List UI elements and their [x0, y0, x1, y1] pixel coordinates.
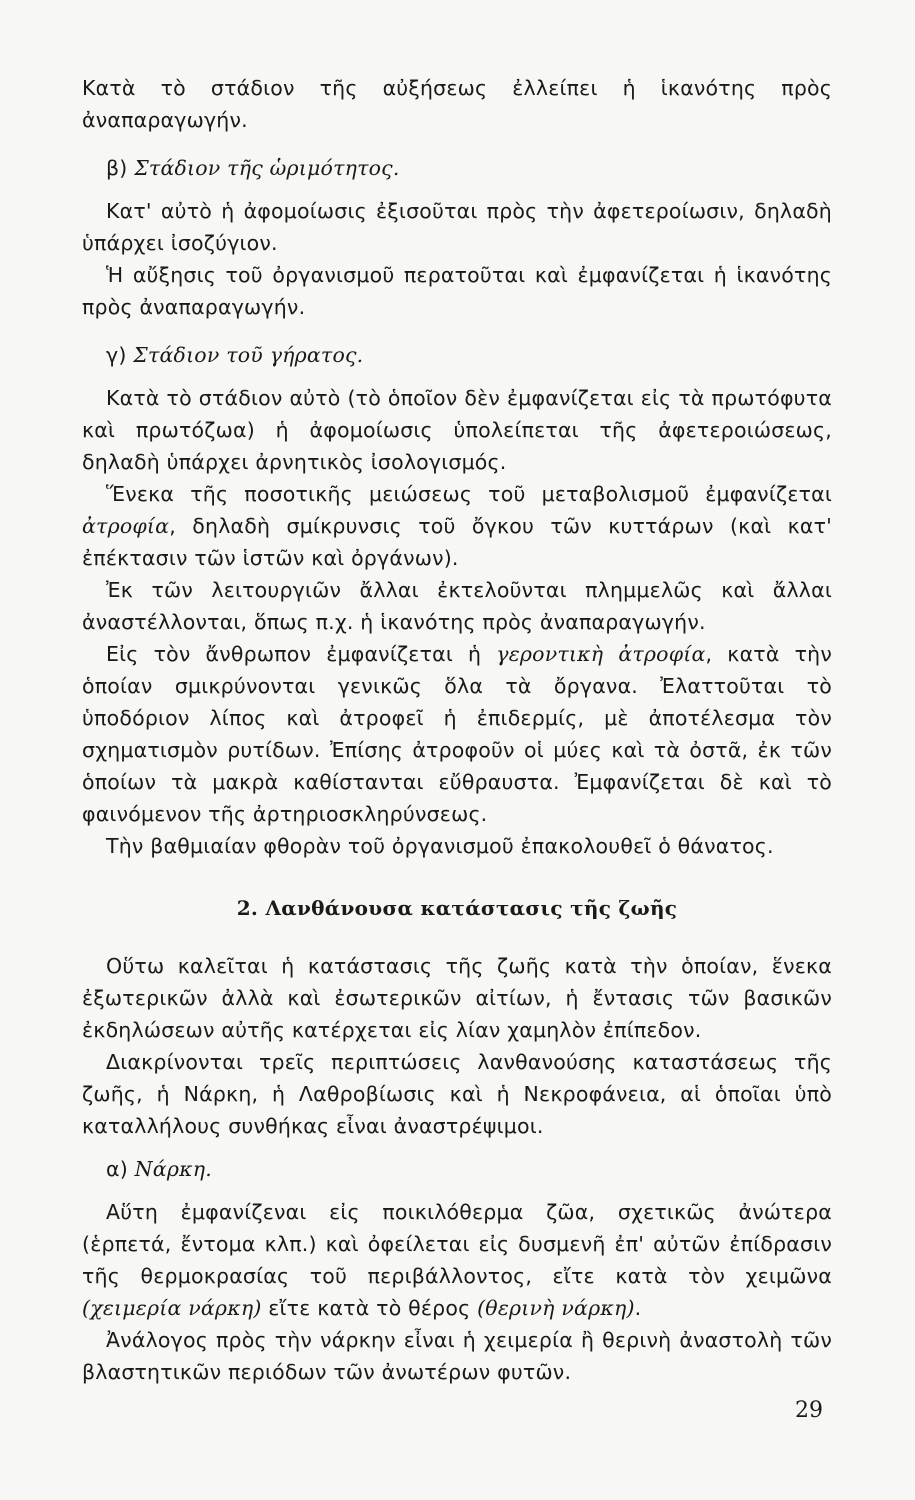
paragraph: Τὴν βαθμιαίαν φθορὰν τοῦ ὀργανισμοῦ ἐπακολουθεῖ ὁ θάνατος.	[106, 834, 774, 858]
text-run: Εἰς τὸν ἄνθρωπον ἐμφανίζεται ἡ	[106, 642, 497, 666]
subsection-title: Νάρκη.	[134, 1157, 212, 1181]
paragraph: Κατὰ τὸ στάδιον τῆς αὐξήσεως ἐλλείπει ἡ ἱκανότης πρὸς ἀναπαραγωγήν.	[82, 76, 832, 132]
text-run: Ἕνεκα τῆς ποσοτικῆς μειώσεως τοῦ μεταβολισμοῦ ἐμφανίζεται	[106, 482, 832, 506]
subsection-heading-alpha	[82, 1153, 832, 1185]
subsection-title: Στάδιον τοῦ γήρατος.	[133, 343, 364, 367]
paragraph: Οὕτω καλεῖται ἡ κατάστασις τῆς ζωῆς κατὰ τὴν ὁποίαν, ἕνεκα ἐξωτερικῶν ἀλλὰ καὶ ἐσωτερικῶν αἰτίων, ἡ ἔντασις τῶν βασικῶν ἐκδηλώσεων αὐτῆς κατέρχεται εἰς λίαν χαμηλὸν ἐπίπεδον.	[82, 954, 832, 1042]
paragraph: Κατ' αὐτὸ ἡ ἀφομοίωσις ἐξισοῦται πρὸς τὴν ἀφετεροίωσιν, δηλαδὴ ὑπάρχει ἰσοζύγιον.	[82, 199, 832, 255]
paragraph: Ἀνάλογος πρὸς τὴν νάρκην εἶναι ἡ χειμερία ἢ θερινὴ ἀναστολὴ τῶν βλαστητικῶν περιόδων τῶν ἀνωτέρων φυτῶν.	[82, 1328, 832, 1384]
paragraph: Ἐκ τῶν λειτουργιῶν ἄλλαι ἐκτελοῦνται πλημμελῶς καὶ ἄλλαι ἀναστέλλονται, ὅπως π.χ. ἡ ἱκανότης πρὸς ἀναπαραγωγήν.	[82, 578, 832, 634]
italic-term: (θερινὴ νάρκη)	[477, 1296, 635, 1320]
page-body	[82, 72, 832, 1388]
italic-term: (χειμερία νάρκη)	[82, 1296, 262, 1320]
italic-term: γεροντικὴ ἀτροφία	[496, 642, 706, 666]
paragraph: Κατὰ τὸ στάδιον αὐτὸ (τὸ ὁποῖον δὲν ἐμφανίζεται εἰς τὰ πρωτόφυτα καὶ πρωτόζωα) ἡ ἀφομοίωσις ὑπολείπεται τῆς ἀφετεροιώσεως, δηλαδὴ ὑπάρχει ἀρνητικὸς ἰσολογισμός.	[82, 386, 832, 474]
paragraph	[82, 1196, 832, 1324]
subsection-label: β)	[106, 156, 128, 180]
italic-term: ἀτροφία	[82, 514, 170, 538]
text-run: εἴτε κατὰ τὸ θέρος	[261, 1296, 478, 1320]
section-heading: 2. Λανθάνουσα κατάστασις τῆς ζωῆς	[236, 896, 678, 920]
text-run: .	[634, 1296, 642, 1320]
subsection-label: α)	[106, 1157, 128, 1181]
subsection-heading-gamma	[82, 339, 832, 371]
subsection-label: γ)	[106, 343, 127, 367]
paragraph	[82, 638, 832, 830]
paragraph: Διακρίνονται τρεῖς περιπτώσεις λανθανούσης καταστάσεως τῆς ζωῆς, ἡ Νάρκη, ἡ Λαθροβίωσις καὶ ἡ Νεκροφάνεια, αἱ ὁποῖαι ὑπὸ καταλλήλους συνθήκας εἶναι ἀναστρέψιμοι.	[82, 1050, 832, 1138]
text-run: Αὕτη ἐμφανίζεναι εἰς ποικιλόθερμα ζῶα, σχετικῶς ἀνώτερα (ἑρπετά, ἔντομα κλπ.) καὶ ὀφείλεται εἰς δυσμενῆ ἐπ' αὐτῶν ἐπίδρασιν τῆς θερμοκρασίας τοῦ περιβάλλοντος, εἴτε κατὰ τὸν χειμῶνα	[82, 1200, 832, 1288]
page-number: 29	[795, 1398, 823, 1423]
subsection-title: Στάδιον τῆς ὡριμότητος.	[134, 156, 400, 180]
subsection-heading-beta	[82, 152, 832, 184]
paragraph	[82, 478, 832, 574]
text-run: , κατὰ τὴν ὁποίαν σμικρύνονται γενικῶς ὅλα τὰ ὄργανα. Ἐλαττοῦται τὸ ὑποδόριον λίπος καὶ ἀτροφεῖ ἡ ἐπιδερμίς, μὲ ἀποτέλεσμα τὸν σχηματισμὸν ρυτίδων. Ἐπίσης ἀτροφοῦν οἱ μύες καὶ τὰ ὀστᾶ, ἐκ τῶν ὁποίων τὰ μακρὰ καθίστανται εὔθραυστα. Ἐμφανίζεται δὲ καὶ τὸ φαινόμενον τῆς ἀρτηριοσκληρύνσεως.	[82, 642, 832, 826]
text-run: , δηλαδὴ σμίκρυνσις τοῦ ὄγκου τῶν κυττάρων (καὶ κατ' ἐπέκτασιν τῶν ἱστῶν καὶ ὀργάνων).	[82, 514, 832, 570]
paragraph: Ἡ αὔξησις τοῦ ὀργανισμοῦ περατοῦται καὶ ἐμφανίζεται ἡ ἱκανότης πρὸς ἀναπαραγωγήν.	[82, 263, 832, 319]
